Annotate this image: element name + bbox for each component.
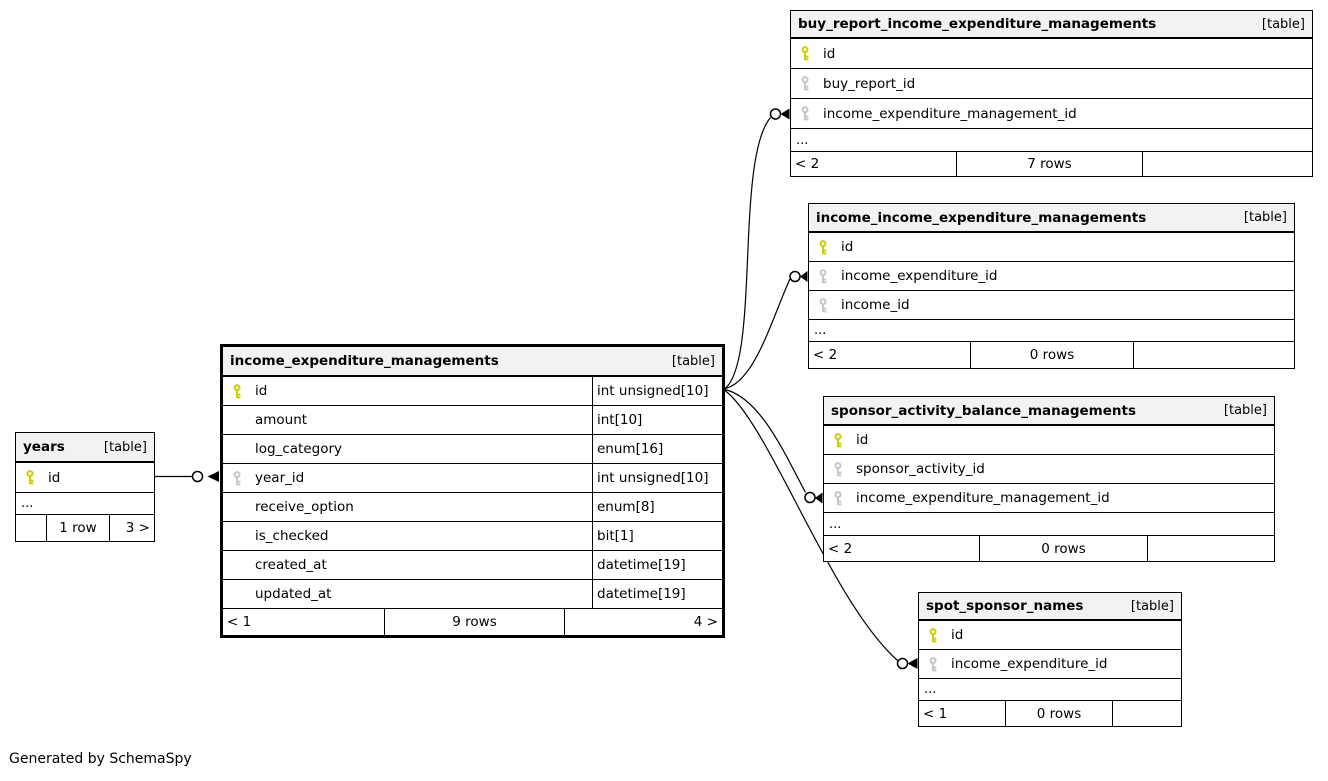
hidden-columns-ellipsis: ... (824, 513, 1274, 536)
foreign-key-icon (833, 462, 846, 477)
primary-key-icon (232, 384, 245, 399)
column-name-cell (791, 99, 1312, 128)
column-row-buy_report_id (791, 69, 1312, 99)
column-name: id (951, 627, 964, 643)
column-name-cell (809, 291, 1294, 319)
foreign-key-icon (833, 491, 846, 506)
degree-out-label (1142, 152, 1312, 176)
table-name[interactable]: buy_report_income_expenditure_managements (798, 16, 1157, 32)
column-name-cell (223, 406, 592, 434)
relationship-income_expenditure_managements.id-to-income_income_expenditure_managements.income_expenditure_id (725, 271, 808, 389)
column-name: id (48, 469, 61, 486)
hidden-columns-ellipsis: ... (809, 320, 1294, 342)
row-count-label: 0 rows (1005, 701, 1112, 726)
column-name: id (255, 383, 268, 399)
column-type: datetime[19] (592, 551, 722, 579)
column-name-cell (16, 463, 154, 492)
primary-key-icon (818, 240, 831, 255)
degree-out-label: 4 > (564, 609, 722, 635)
crows-foot-arrow (908, 658, 918, 669)
table-footer (16, 515, 154, 541)
degree-in-label (16, 515, 46, 541)
column-row-is_checked (223, 522, 722, 551)
row-count-label: 0 rows (970, 342, 1133, 368)
column-name-cell (791, 69, 1312, 98)
table-years[interactable] (15, 432, 155, 542)
row-count-label: 7 rows (956, 152, 1142, 176)
column-type: bit[1] (592, 522, 722, 550)
column-name-cell (223, 522, 592, 550)
column-name-cell (223, 551, 592, 579)
column-row-created_at (223, 551, 722, 580)
table-type-tag: [table] (1130, 598, 1174, 614)
column-row-log_category (223, 435, 722, 464)
degree-out-label: 3 > (109, 515, 154, 541)
column-name: income_expenditure_id (951, 656, 1108, 672)
column-row-income_expenditure_management_id (824, 484, 1274, 513)
column-name-cell (223, 493, 592, 521)
column-row-receive_option (223, 493, 722, 522)
table-header[interactable] (223, 347, 722, 377)
table-header[interactable] (824, 397, 1274, 426)
column-row-sponsor_activity_id (824, 455, 1274, 484)
column-type: enum[16] (592, 435, 722, 463)
table-sponsor_activity_balance_managements[interactable] (823, 396, 1275, 562)
zero-or-many-circle (193, 472, 203, 482)
foreign-key-icon (928, 657, 941, 672)
row-count-label: 1 row (46, 515, 109, 541)
degree-in-label: < 2 (813, 347, 838, 363)
generated-by-note: Generated by SchemaSpy (9, 751, 192, 767)
degree-out-label (1147, 536, 1274, 561)
key-icon-placeholder (232, 500, 245, 515)
table-type-tag: [table] (103, 439, 147, 455)
column-name: year_id (255, 470, 305, 486)
row-count-label: 0 rows (979, 536, 1147, 561)
column-name-cell (824, 426, 1274, 454)
column-name: sponsor_activity_id (856, 461, 985, 477)
hidden-columns-ellipsis: ... (919, 679, 1181, 701)
column-name: amount (255, 412, 308, 428)
column-name-cell (824, 484, 1274, 512)
table-name[interactable]: income_expenditure_managements (230, 353, 499, 369)
column-name-cell (223, 580, 592, 608)
relationship-years.id-to-income_expenditure_managements.year_id (155, 471, 219, 482)
key-icon-placeholder (232, 413, 245, 428)
column-name-cell (223, 435, 592, 463)
primary-key-icon (928, 628, 941, 643)
crows-foot-arrow (800, 271, 808, 282)
column-row-year_id (223, 464, 722, 493)
zero-or-many-circle (805, 493, 815, 503)
column-name: id (841, 239, 854, 255)
foreign-key-icon (800, 76, 813, 91)
primary-key-icon (833, 433, 846, 448)
column-name: created_at (255, 557, 327, 573)
relationship-income_expenditure_managements.id-to-buy_report_income_expenditure_managements.income_expenditure_management_id (725, 109, 790, 389)
table-footer (223, 609, 722, 635)
column-row-income_id (809, 291, 1294, 320)
column-name-cell (824, 455, 1274, 483)
table-footer (809, 342, 1294, 368)
key-icon-placeholder (232, 587, 245, 602)
table-buy_report_income_expenditure_managements[interactable] (790, 10, 1313, 177)
column-row-id (809, 233, 1294, 262)
zero-or-many-circle (898, 659, 908, 669)
foreign-key-icon (800, 106, 813, 121)
column-name: is_checked (255, 528, 329, 544)
degree-in-label: < 1 (227, 614, 252, 630)
column-type: enum[8] (592, 493, 722, 521)
degree-out-label (1112, 701, 1181, 726)
table-name[interactable]: spot_sponsor_names (926, 598, 1084, 614)
foreign-key-icon (818, 298, 831, 313)
column-row-id (16, 463, 154, 493)
column-name-cell (809, 233, 1294, 261)
column-row-income_expenditure_id (809, 262, 1294, 291)
key-icon-placeholder (232, 442, 245, 457)
key-icon-placeholder (232, 529, 245, 544)
column-name-cell (223, 464, 592, 492)
degree-in-label: < 1 (923, 705, 948, 722)
column-name: receive_option (255, 499, 354, 515)
key-icon-placeholder (232, 558, 245, 573)
table-type-tag: [table] (671, 353, 715, 369)
degree-out-label (1133, 342, 1294, 368)
zero-or-many-circle (771, 109, 781, 119)
column-type: int unsigned[10] (592, 464, 722, 492)
table-income_expenditure_managements[interactable] (220, 344, 725, 638)
hidden-columns-ellipsis: ... (16, 493, 154, 515)
table-header[interactable] (791, 11, 1312, 39)
column-row-id (919, 621, 1181, 650)
crows-foot-arrow (815, 493, 823, 504)
column-row-amount (223, 406, 722, 435)
table-income_income_expenditure_managements[interactable] (808, 203, 1295, 369)
column-row-id (223, 377, 722, 406)
column-name: updated_at (255, 586, 332, 602)
table-header[interactable] (16, 433, 154, 463)
hidden-columns-ellipsis: ... (791, 129, 1312, 152)
column-name: income_id (841, 297, 910, 313)
column-name-cell (223, 377, 592, 405)
column-row-income_expenditure_id (919, 650, 1181, 679)
column-type: int unsigned[10] (592, 377, 722, 405)
primary-key-icon (800, 46, 813, 61)
column-name: id (856, 432, 869, 448)
column-row-updated_at (223, 580, 722, 609)
zero-or-many-circle (790, 272, 800, 282)
degree-in-label: < 2 (828, 540, 853, 557)
crows-foot-arrow (208, 471, 220, 482)
column-name-cell (791, 39, 1312, 68)
column-name-cell (919, 650, 1181, 678)
column-name: income_expenditure_management_id (823, 105, 1077, 122)
table-type-tag: [table] (1243, 210, 1287, 225)
column-name: log_category (255, 441, 342, 457)
column-row-id (791, 39, 1312, 69)
foreign-key-icon (232, 471, 245, 486)
row-count-label: 9 rows (384, 609, 564, 635)
primary-key-icon (25, 470, 38, 485)
column-name-cell (919, 621, 1181, 649)
column-type: datetime[19] (592, 580, 722, 608)
table-spot_sponsor_names[interactable] (918, 592, 1182, 727)
table-footer (791, 152, 1312, 176)
table-footer (824, 536, 1274, 561)
table-header[interactable] (809, 204, 1294, 233)
column-name: income_expenditure_management_id (856, 490, 1110, 506)
table-type-tag: [table] (1261, 16, 1305, 32)
foreign-key-icon (818, 269, 831, 284)
table-name[interactable]: income_income_expenditure_managements (816, 209, 1147, 226)
column-name-cell (809, 262, 1294, 290)
degree-in-label: < 2 (795, 156, 820, 172)
column-row-id (824, 426, 1274, 455)
table-header[interactable] (919, 593, 1181, 621)
table-type-tag: [table] (1223, 403, 1267, 418)
table-name[interactable]: years (23, 439, 65, 455)
column-row-income_expenditure_management_id (791, 99, 1312, 129)
table-footer (919, 701, 1181, 726)
column-name: income_expenditure_id (841, 268, 998, 284)
table-name[interactable]: sponsor_activity_balance_managements (831, 402, 1136, 419)
column-name: buy_report_id (823, 75, 916, 92)
column-name: id (823, 45, 836, 62)
column-type: int[10] (592, 406, 722, 434)
crows-foot-arrow (781, 109, 790, 120)
